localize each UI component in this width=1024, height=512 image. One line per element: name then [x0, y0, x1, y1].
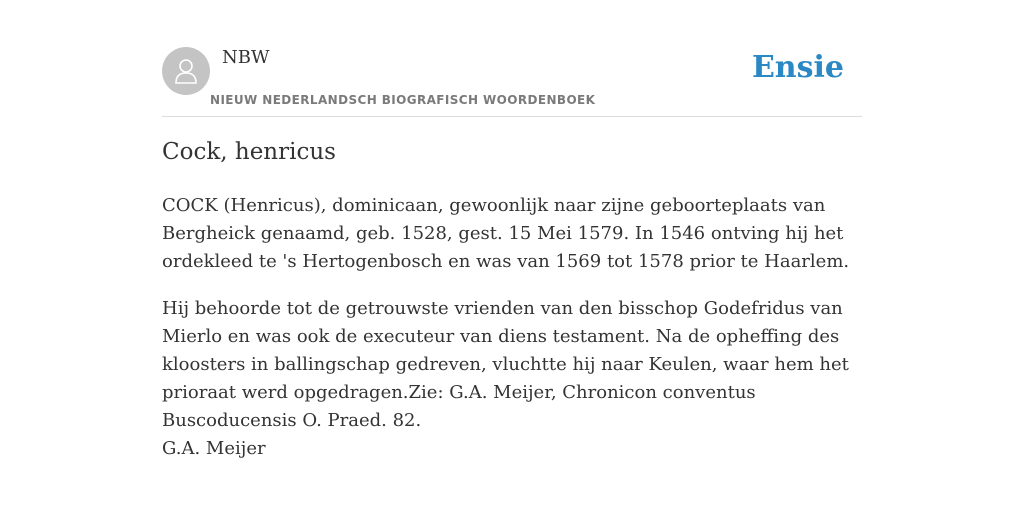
article-signature: G.A. Meijer [162, 438, 266, 459]
article-body [162, 192, 864, 454]
brand-logo[interactable]: Ensie [751, 50, 844, 85]
header [162, 46, 862, 117]
article-paragraph: Hij behoorde tot de getrouwste vrienden van den bisschop Godefridus van Mierlo en was ook de executeur van diens testament. Na de opheffing des kloosters in ballingschap gedreven, vluchtte hij naar Keulen, waar hem het prioraat werd opgedragen.Zie: G.A. Meijer, Chronicon conventus Buscoducensis O. Praed. 82. [162, 298, 849, 431]
article-title: Cock, henricus [162, 139, 336, 165]
source-subtitle: NIEUW NEDERLANDSCH BIOGRAFISCH WOORDENBOEK [210, 93, 596, 107]
author-avatar[interactable] [162, 47, 210, 95]
author-name[interactable]: NBW [222, 47, 270, 68]
user-icon [174, 57, 198, 85]
article-paragraph: COCK (Henricus), dominicaan, gewoonlijk naar zijne geboorteplaats van Bergheick genaamd, geb. 1528, gest. 15 Mei 1579. In 1546 ontving hij het ordekleed te 's Hertogenbosch en was van 1569 tot 1578 prior te Haarlem. [162, 195, 850, 272]
